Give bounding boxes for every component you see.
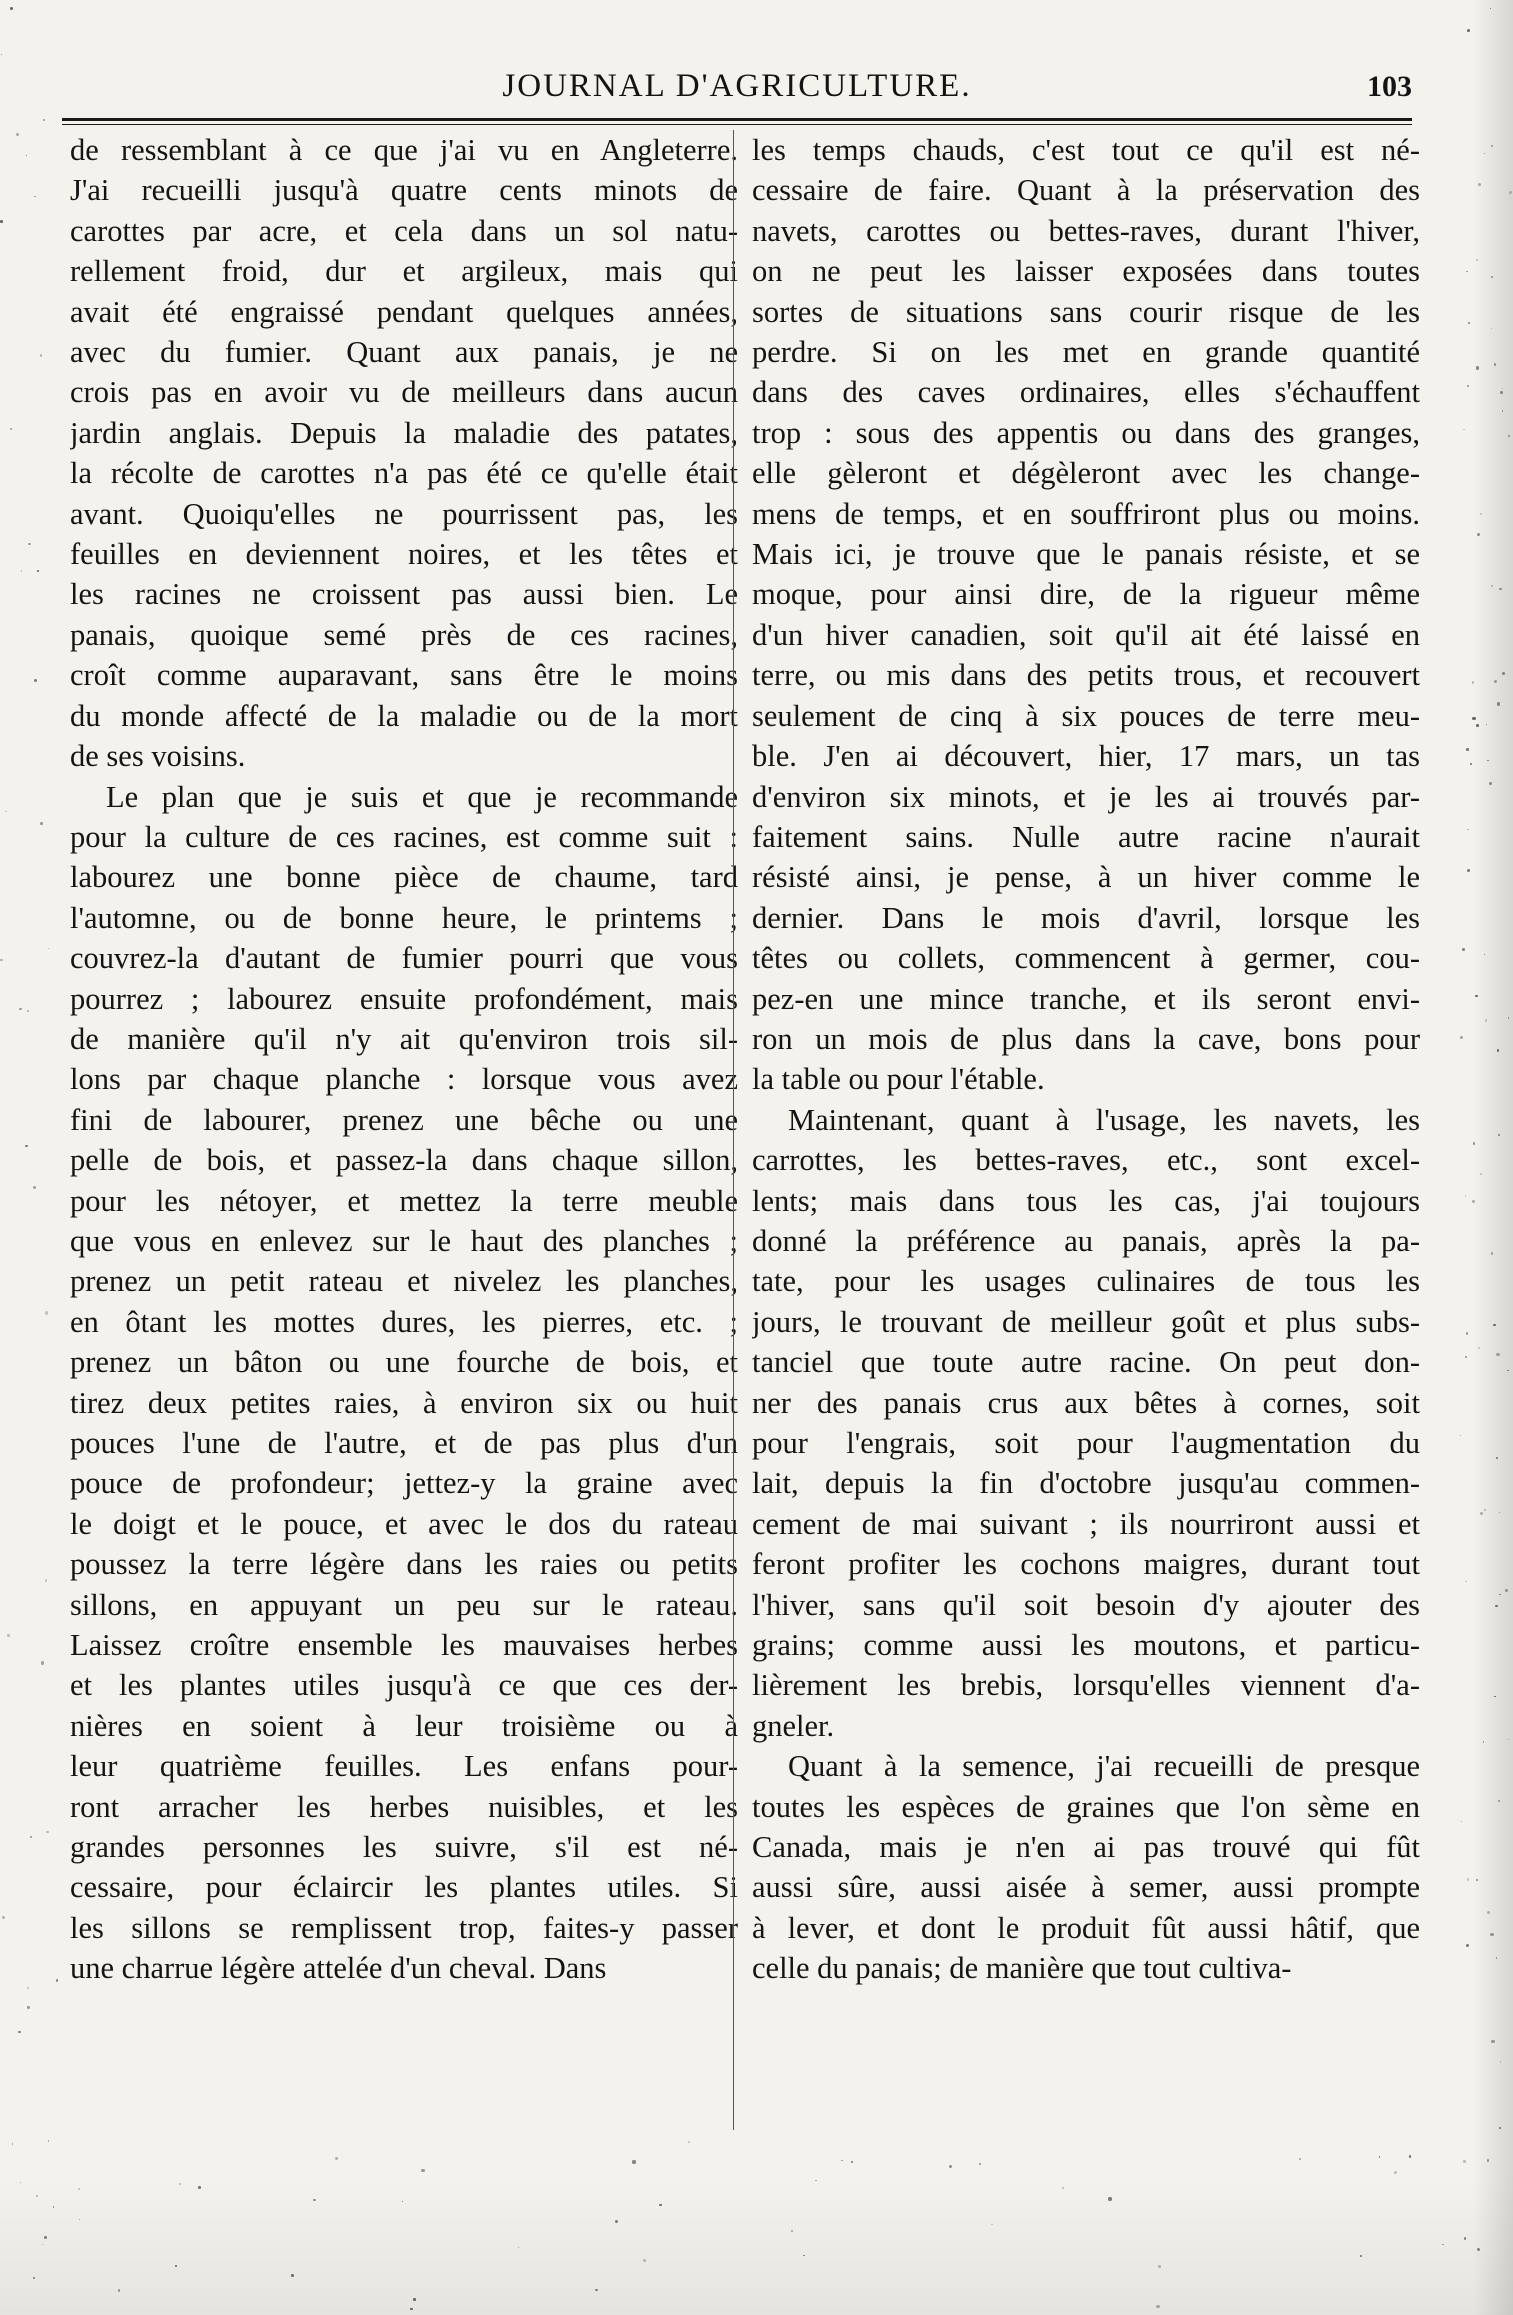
speck [1487,1911,1490,1914]
speck [1484,954,1485,955]
speck [1460,1435,1461,1436]
speck [1466,1944,1469,1947]
text-line: Le plan que je suis et que je recommande [106,779,738,814]
text-line: rellement froid, dur et argileux, mais qui [70,254,738,289]
text-line: Maintenant, quant à l'usage, les navets, les [788,1102,1420,1137]
text-line: du monde affecté de la maladie ou de la mort [70,698,738,733]
speck [1491,328,1492,329]
text-line: feuilles en deviennent noires, et les têtes et [70,537,738,572]
text-line: la table ou pour l'étable. [752,1062,1045,1097]
text-line: cessaire de faire. Quant à la préservation des [752,173,1420,208]
text-line: trop : sous des appentis ou dans des granges, [752,415,1420,450]
speck [1470,763,1472,765]
text-line: Quant à la semence, j'ai recueilli de presque [788,1749,1420,1784]
speck [1466,271,1467,272]
speck [979,2163,981,2165]
text-line: la récolte de carottes n'a pas été ce qu'elle était [70,456,738,491]
column-divider [733,130,734,2130]
speck [1466,1332,1469,1335]
speck [26,155,27,156]
text-line: pour l'engrais, soit pour l'augmentation du [752,1426,1420,1460]
speck [1466,748,1468,750]
text-line: pouces l'une de l'autre, et de pas plus d'un [70,1426,738,1460]
speck [1476,724,1479,727]
speck [1502,388,1503,389]
speck [632,2160,635,2163]
speck [1467,385,1469,387]
text-line: tanciel que toute autre racine. On peut don- [752,1345,1420,1380]
text-line: poussez la terre légère dans les raies ou petits [70,1547,738,1582]
speck [1498,1134,1500,1136]
text-line: avait été engraissé pendant quelques années, [70,294,738,329]
speck [1500,391,1503,394]
text-line: moque, pour ainsi dire, de la rigueur même [752,577,1420,612]
speck [1485,1019,1487,1021]
text-line: faitement sains. Nulle autre racine n'aurait [752,819,1420,854]
speck [1509,191,1512,194]
text-line: panais, quoique semé près de ces racines, [70,617,738,652]
speck [40,354,43,357]
text-line: que vous en enlevez sur le haut des planches ; [70,1223,738,1258]
speck [18,2031,21,2034]
text-line: celle du panais; de manière que tout cultiva- [752,1951,1292,1986]
text-line: feront profiter les cochons maigres, durant tout [752,1547,1420,1582]
speck [1476,366,1479,369]
speck [46,1831,49,1834]
text-line: donné la préférence au panais, après la pa- [752,1223,1420,1258]
speck [1491,1252,1493,1254]
text-line: cessaire, pour éclaircir les plantes utiles. Si [70,1870,738,1905]
speck [1468,322,1470,324]
speck [48,948,49,949]
speck [42,2244,43,2245]
speck [28,543,31,546]
speck [45,1579,47,1581]
text-line: avec du fumier. Quant aux panais, je ne [70,335,738,370]
speck [1108,2197,1111,2200]
speck [1477,533,1480,536]
speck [1499,2127,1501,2129]
speck [841,2160,843,2162]
speck [1487,2159,1489,2161]
speck [27,1010,29,1012]
text-line: grandes personnes les suivre, s'il est né- [70,1830,738,1865]
speck [7,1634,10,1637]
speck [688,2141,691,2144]
text-line: jardin anglais. Depuis la maladie des patates, [70,415,738,450]
text-line: carrottes, les bettes-raves, etc., sont excel- [752,1143,1420,1178]
text-line: ble. J'en ai découvert, hier, 17 mars, un tas [752,739,1420,774]
text-line: pez-en une mince tranche, et ils seront envi- [752,981,1420,1016]
text-line: pour les nétoyer, et mettez la terre meuble [70,1183,738,1218]
text-line: crois pas en avoir vu de meilleurs dans aucun [70,375,738,410]
text-line: couvrez-la d'autant de fumier pourri que vous [70,941,738,976]
speck [48,2140,50,2142]
speck [1460,1036,1463,1039]
speck [34,196,35,197]
text-line: gneler. [752,1708,835,1743]
text-line: à lever, et dont le produit fût aussi hâtif, que [752,1910,1420,1945]
text-line: croît comme auparavant, sans être le moins [70,658,738,693]
speck [1467,1878,1470,1881]
speck [1462,948,1465,951]
text-line: d'environ six minots, et je les ai trouvés par- [752,779,1420,814]
speck [1498,1800,1500,1802]
text-line: avant. Quoiqu'elles ne pourrissent pas, les [70,496,738,531]
speck [27,1987,29,1989]
text-line: lons par chaque planche : lorsque vous avez [70,1062,738,1097]
speck [0,220,3,223]
speck [1299,2158,1301,2160]
text-line: jours, le trouvant de meilleur goût et plus subs- [752,1304,1420,1339]
running-title: JOURNAL D'AGRICULTURE. [502,68,972,104]
speck [1394,2171,1397,2174]
speck [291,2274,294,2277]
speck [10,428,12,430]
text-line: pour la culture de ces racines, est comme suit : [70,819,738,854]
speck [1473,1142,1475,1144]
text-line: en ôtant les mottes dures, les pierres, etc. ; [70,1304,738,1339]
text-line: mens de temps, et en souffriront plus ou moins. [752,496,1420,531]
paragraph [752,130,1420,1100]
speck [1379,2156,1381,2158]
text-line: labourez une bonne pièce de chaume, tard [70,860,738,895]
speck [10,7,13,10]
text-line: Laissez croître ensemble les mauvaises herbes [70,1628,738,1663]
text-line: têtes ou collets, commencent à germer, cou- [752,941,1420,976]
speck [1465,1581,1466,1582]
speck [949,2165,952,2168]
left-column [70,130,738,1989]
speck [413,2298,416,2301]
speck [1,54,3,56]
speck [30,1836,32,1838]
text-line: ront arracher les herbes nuisibles, et les [70,1789,738,1824]
paragraph [752,1746,1420,1988]
text-line: de manière qu'il n'y ait qu'environ trois sil- [70,1021,738,1056]
speck [1508,435,1510,437]
text-line: leur quatrième feuilles. Les enfans pour- [70,1749,738,1784]
page-header [62,62,1412,112]
speck [1463,429,1465,431]
speck [1472,1200,1474,1202]
text-line: le doigt et le pouce, et avec le dos du rateau [70,1506,738,1541]
speck [1156,2305,1159,2308]
speck [198,2186,201,2189]
header-rule [62,118,1412,125]
speck [40,822,43,825]
paragraph [70,777,738,1989]
speck [1490,1933,1493,1936]
text-line: l'automne, ou de bonne heure, le printems ; [70,900,738,935]
speck [19,1008,21,1010]
speck [36,2195,38,2197]
text-line: toutes les espèces de graines que l'on sème en [752,1789,1420,1824]
text-line: Mais ici, je trouve que le panais résiste, et se [752,537,1420,572]
text-line: lents; mais dans tous les cas, j'ai toujours [752,1183,1420,1218]
speck [2,1916,5,1919]
speck [1465,1195,1467,1197]
speck [25,1145,28,1148]
text-line: ron un mois de plus dans la cave, bons pour [752,1021,1420,1056]
speck [1467,829,1469,831]
speck [1463,2160,1466,2163]
speck [851,2161,853,2163]
text-line: J'ai recueilli jusqu'à quatre cents minots de [70,173,738,208]
speck [1467,29,1470,32]
speck [41,1661,44,1664]
text-line: seulement de cinq à six pouces de terre meu- [752,698,1420,733]
text-line: dernier. Dans le mois d'avril, lorsque les [752,900,1420,935]
speck [335,2157,338,2160]
speck [1491,276,1493,278]
speck [421,2169,424,2172]
speck [1494,363,1496,365]
speck [12,2143,13,2144]
text-line: une charrue légère attelée d'un cheval. Dans [70,1951,607,1986]
text-line: sortes de situations sans courir risque de les [752,294,1420,329]
paragraph [752,1100,1420,1747]
text-line: l'hiver, sans qu'il soit besoin d'y ajouter des [752,1587,1420,1622]
text-line: prenez un bâton ou une fourche de bois, et [70,1345,738,1380]
text-line: carottes par acre, et cela dans un sol natu- [70,213,738,248]
speck [33,1186,36,1189]
speck [1480,1173,1482,1175]
speck [1467,869,1470,872]
speck [1158,2265,1161,2268]
text-line: les racines ne croissent pas aussi bien. Le [70,577,738,612]
speck [1483,1741,1484,1742]
speck [34,679,37,682]
text-line: perdre. Si on les met en grande quantité [752,335,1420,370]
page-bottom-shadow [0,2175,1513,2315]
text-line: dans des caves ordinaires, elles s'échauffent [752,375,1420,410]
text-line: cement de mai suivant ; ils nourriront aussi et [752,1506,1420,1541]
text-line: terre, ou mis dans des petits trous, et recouvert [752,658,1420,693]
text-line: pourrez ; labourez ensuite profondément, mais [70,981,738,1016]
text-line: navets, carottes ou bettes-raves, durant l'hiver, [752,213,1420,248]
speck [37,570,39,572]
speck [1461,1821,1462,1822]
text-line: on ne peut les laisser exposées dans toutes [752,254,1420,289]
speck [1465,1356,1467,1358]
speck [1472,717,1475,720]
speck [1497,702,1500,705]
speck [1502,672,1505,675]
speck [0,959,2,961]
text-line: tirez deux petites raies, à environ six ou huit [70,1385,738,1420]
text-line: lait, depuis la fin d'octobre jusqu'au commen- [752,1466,1420,1501]
paragraph [70,130,738,777]
text-line: prenez un petit rateau et nivelez les planches, [70,1264,738,1299]
speck [5,811,6,812]
speck [991,2224,992,2225]
text-line: résisté ainsi, je pense, à un hiver comme le [752,860,1420,895]
speck [410,2308,412,2310]
speck [44,2236,47,2239]
speck [1491,2040,1494,2043]
text-line: sillons, en appuyant un peu sur le rateau. [70,1587,738,1622]
speck [53,2206,54,2207]
text-line: ner des panais crus aux bêtes à cornes, soit [752,1385,1420,1420]
speck [27,2006,29,2008]
text-line: aussi sûre, aussi aisée à semer, aussi prompte [752,1870,1420,1905]
text-line: lièrement les brebis, lorsqu'elles viennent d'a- [752,1668,1420,1703]
text-line: Canada, mais je n'en ai pas trouvé qui fût [752,1830,1420,1865]
text-line: de ressemblant à ce que j'ai vu en Angleterre. [70,133,738,167]
text-line: elle gèleront et dégèleront avec les change- [752,456,1420,491]
text-line: fini de labourer, prenez une bêche ou une [70,1102,738,1137]
speck [1476,1879,1478,1881]
text-line: grains; comme aussi les moutons, et particu- [752,1628,1420,1663]
speck [43,119,45,121]
right-column [752,130,1420,1989]
text-line: de ses voisins. [70,739,246,774]
speck [45,1311,48,1314]
text-line: les sillons se remplissent trop, faites-y passer [70,1910,738,1945]
speck [1464,2237,1466,2239]
speck [56,1979,59,1982]
speck [16,133,19,136]
speck [1409,2155,1412,2158]
text-line: les temps chauds, c'est tout ce qu'il est né- [752,133,1420,167]
speck [1499,588,1502,591]
page-number: 103 [1367,70,1412,103]
text-line: pelle de bois, et passez-la dans chaque sillon, [70,1143,738,1178]
text-line: nières en soient à leur troisième ou à [70,1708,738,1743]
speck [21,570,23,572]
text-line: tate, pour les usages culinaires de tous les [752,1264,1420,1299]
text-line: d'un hiver canadien, soit qu'il ait été laissé en [752,617,1420,652]
page-edge-shadow [1473,0,1513,2315]
text-line: pouce de profondeur; jettez-y la graine avec [70,1466,738,1501]
text-line: et les plantes utiles jusqu'à ce que ces der- [70,1668,738,1703]
